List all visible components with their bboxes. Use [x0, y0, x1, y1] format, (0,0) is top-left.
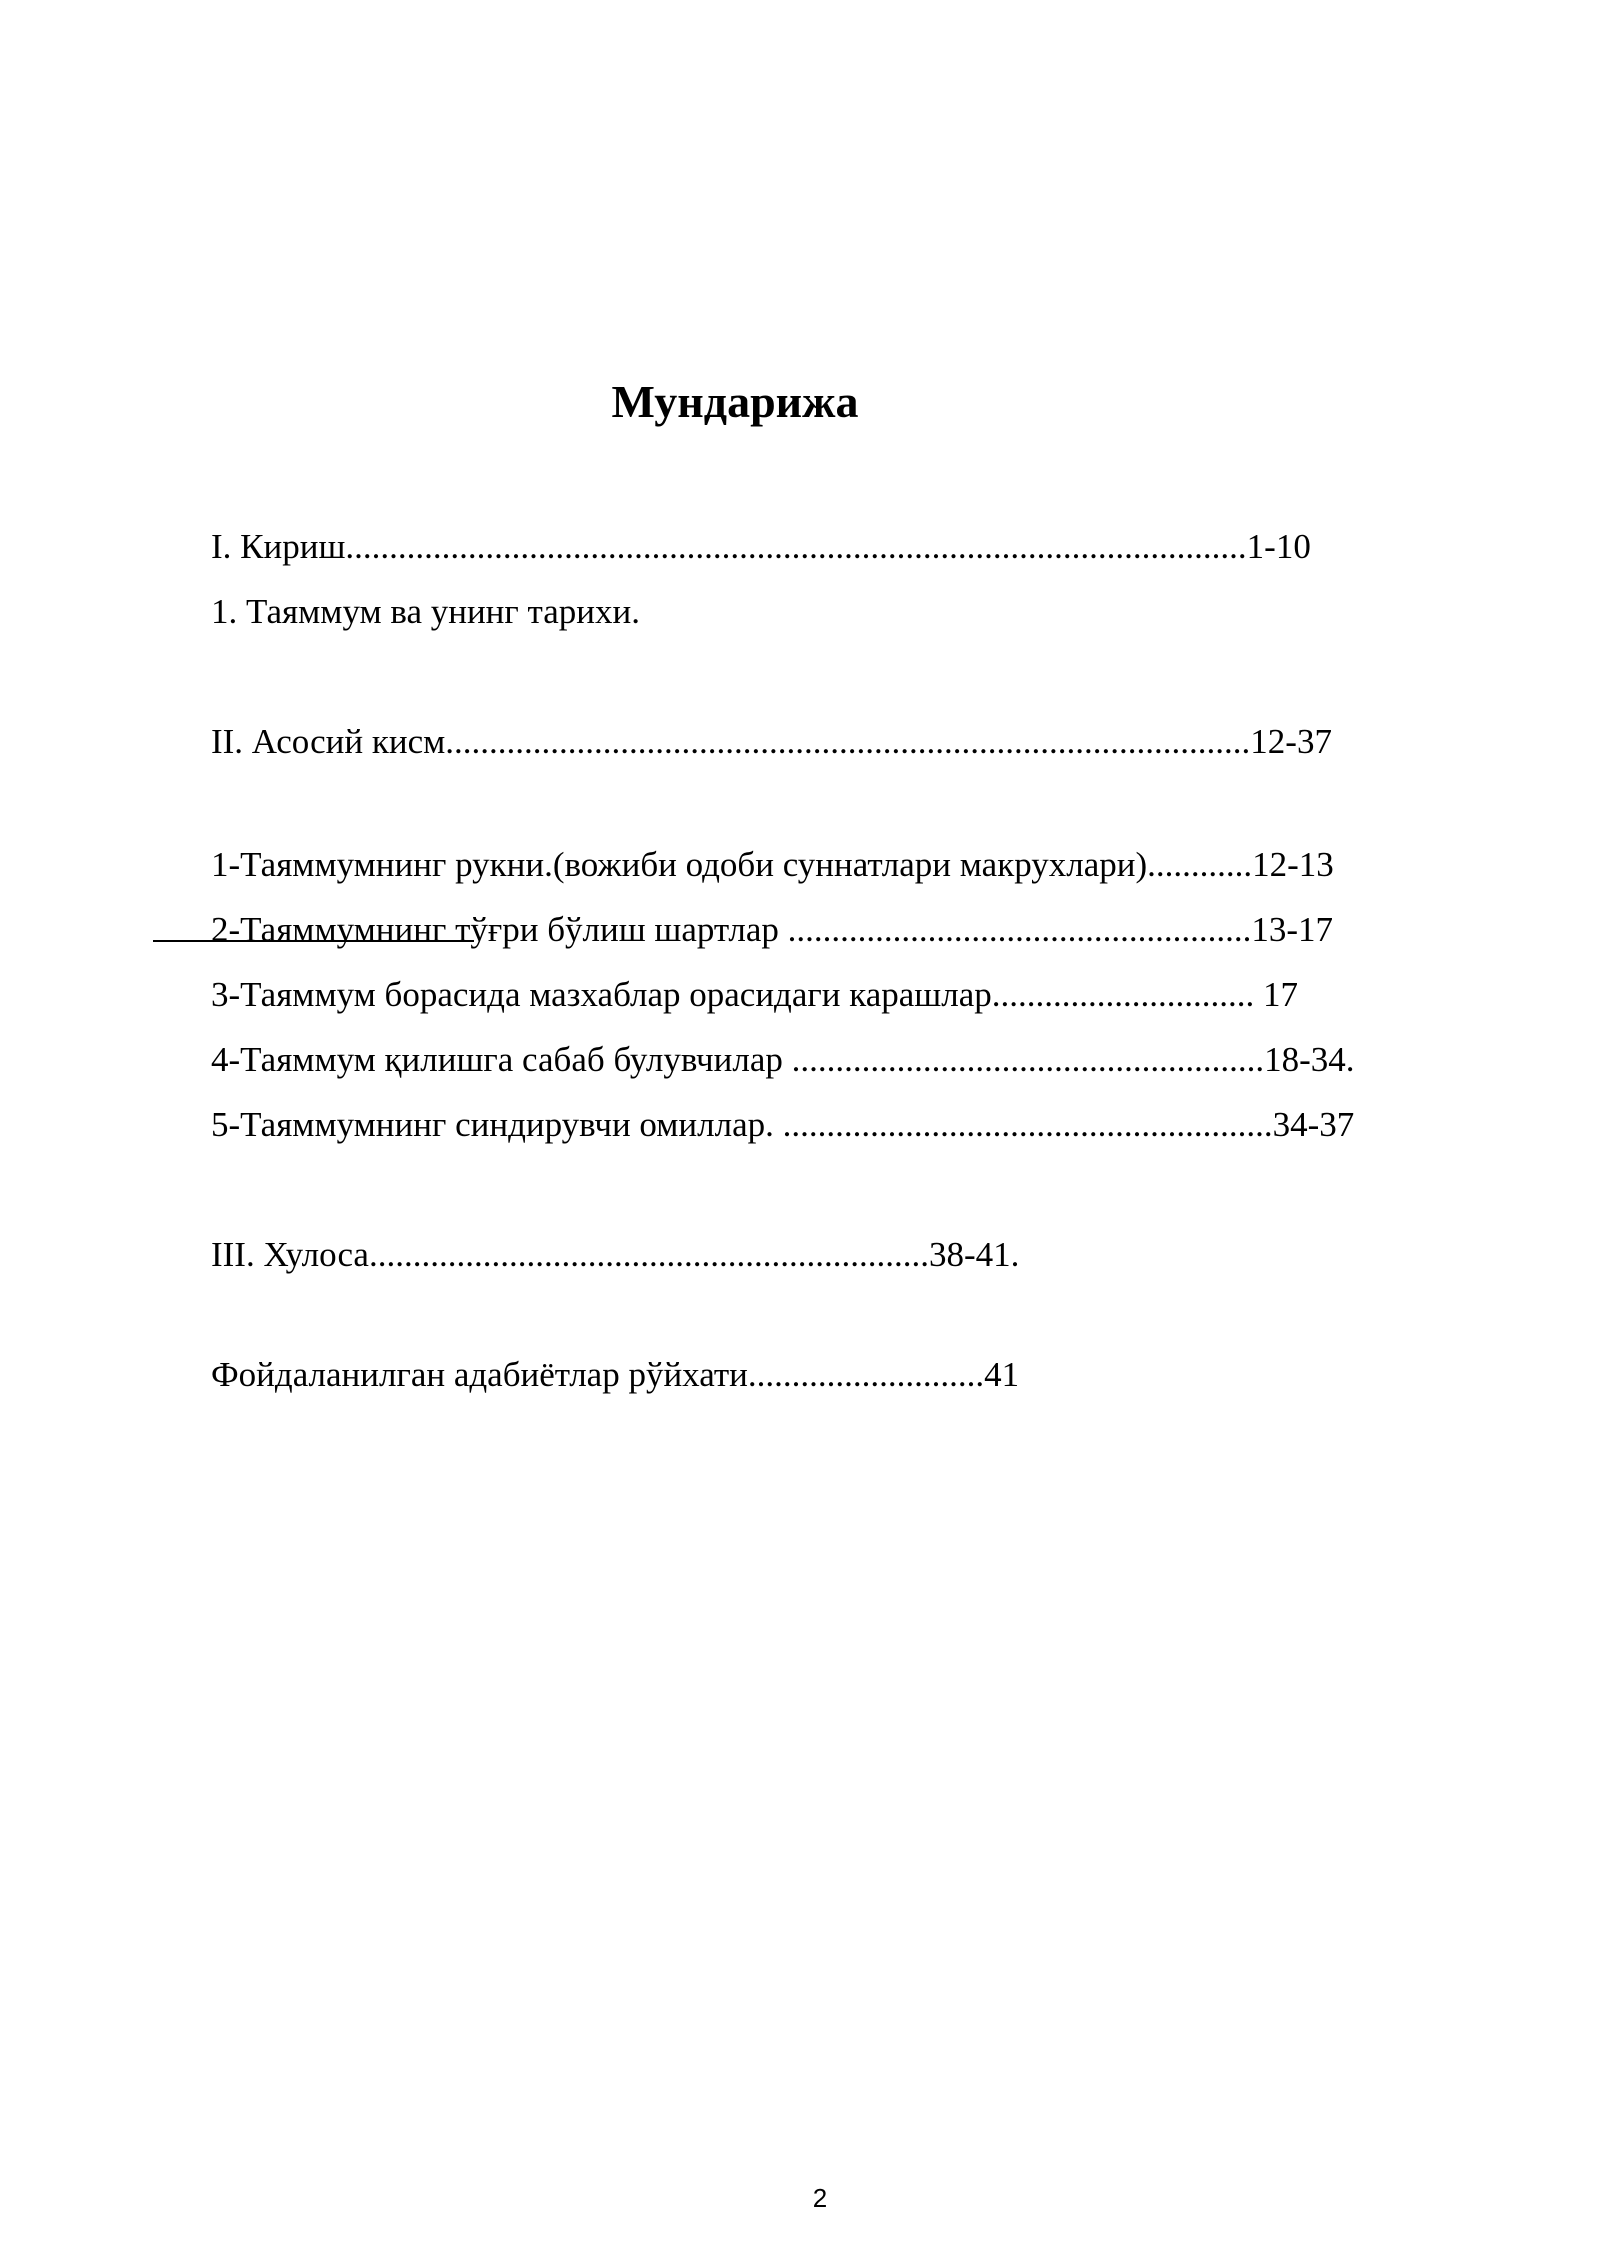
- toc-entry-section-3: 3-Таяммум борасида мазхаблар орасидаги карашлар.............................. 17: [211, 975, 1298, 1014]
- toc-entry-section-1: 1-Таяммумнинг рукни.(вожиби одоби суннатлари макрухлари)............12-13: [211, 845, 1334, 884]
- toc-entry-introduction: I. Кириш.......................................................................................................1-10: [211, 527, 1311, 566]
- toc-entry-section-2: 2-Таяммумнинг тўғри бўлиш шартлар .....................................................13-17: [211, 910, 1334, 949]
- toc-entry-main-part: II. Асосий кисм............................................................................................12-37: [211, 722, 1332, 761]
- toc-entry-tayammum-history: 1. Таяммум ва унинг тарихи.: [211, 592, 640, 631]
- page-number: 2: [812, 2183, 828, 2213]
- toc-entry-references: Фойдаланилган адабиётлар рўйхати...........................41: [211, 1355, 1020, 1394]
- page-title: Мундарижа: [611, 376, 859, 427]
- toc-entry-conclusion: III. Хулоса................................................................38-41.: [211, 1235, 1020, 1274]
- toc-entry-section-4: 4-Таяммум қилишга сабаб булувчилар ......................................................18-34.: [211, 1040, 1355, 1079]
- toc-entry-section-5: 5-Таяммумнинг синдирувчи омиллар. ........................................................34-37: [211, 1105, 1355, 1144]
